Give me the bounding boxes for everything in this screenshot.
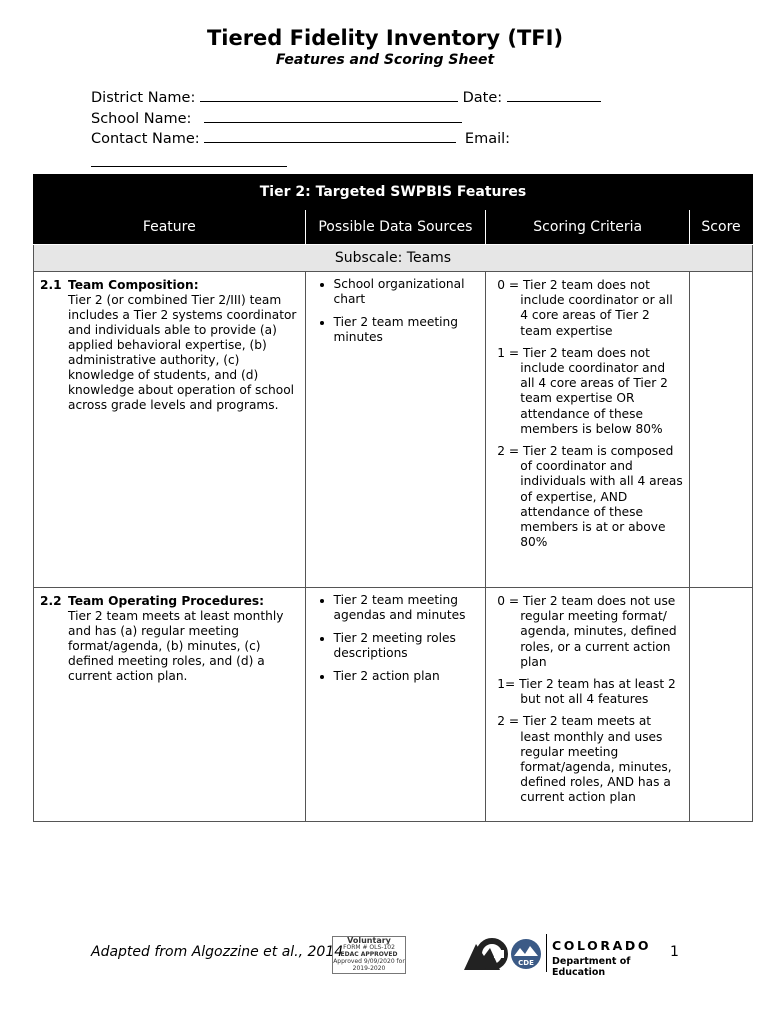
col-feature: Feature xyxy=(34,210,306,245)
info-fields xyxy=(91,87,651,172)
criteria-item: 0 = Tier 2 team does not include coordinator or all 4 core areas of Tier 2 team expertise xyxy=(497,278,673,338)
colorado-c-icon xyxy=(462,934,546,974)
voluntary-note: Approved 9/09/2020 for 2019-2020 xyxy=(333,958,405,972)
feature-title: Team Composition: xyxy=(68,278,199,292)
school-field[interactable] xyxy=(204,108,462,123)
source-item: • Tier 2 team meeting agendas and minutes xyxy=(334,593,486,623)
section-header: Tier 2: Targeted SWPBIS Features xyxy=(34,175,753,210)
source-item: • Tier 2 meeting roles descriptions xyxy=(334,631,486,661)
contact-label: Contact Name: xyxy=(91,131,200,147)
voluntary-status: EDAC APPROVED xyxy=(340,951,398,958)
source-item: • School organizational chart xyxy=(334,277,486,307)
feature-number: 2.2 xyxy=(40,594,62,608)
sources-cell xyxy=(305,272,486,588)
feature-cell xyxy=(34,588,306,822)
criteria-cell xyxy=(486,588,690,822)
feature-cell xyxy=(34,272,306,588)
date-field[interactable] xyxy=(507,87,601,102)
cde-badge-text: CDE xyxy=(518,959,534,967)
voluntary-stamp xyxy=(332,936,406,974)
subscale-header: Subscale: Teams xyxy=(34,245,753,272)
source-item: • Tier 2 action plan xyxy=(334,669,486,684)
sources-cell xyxy=(305,588,486,822)
source-item: • Tier 2 team meeting minutes xyxy=(334,315,486,345)
table-row xyxy=(34,588,753,822)
feature-number: 2.1 xyxy=(40,278,62,292)
email-label: Email: xyxy=(464,131,511,147)
page-number: 1 xyxy=(670,944,679,960)
footer-credit: Adapted from Algozzine et al., 2014 xyxy=(91,944,344,960)
feature-description: Tier 2 team meets at least monthly and has (a) regular meeting format/agenda, (b) minutes, (c) defined meeting roles, and (d) a current action plan. xyxy=(68,609,284,683)
criteria-item: 1= Tier 2 team has at least 2 but not all 4 features xyxy=(497,677,676,707)
criteria-item: 1 = Tier 2 team does not include coordinator and all 4 core areas of Tier 2 team expertise OR attendance of these members is below 80% xyxy=(497,345,668,436)
school-label: School Name: xyxy=(91,110,192,127)
scoring-table xyxy=(33,174,753,822)
voluntary-form: FORM # OLS-102 xyxy=(343,944,395,951)
criteria-item: 0 = Tier 2 team does not use regular meeting format/ agenda, minutes, defined roles, or a current action plan xyxy=(497,594,677,669)
voluntary-title: Voluntary xyxy=(347,936,391,945)
score-cell[interactable] xyxy=(690,588,753,822)
date-label: Date: xyxy=(462,90,503,106)
col-scoring-criteria: Scoring Criteria xyxy=(486,210,690,245)
cde-logo xyxy=(462,934,672,978)
email-field[interactable] xyxy=(91,152,287,167)
district-label: District Name: xyxy=(91,90,196,106)
col-score: Score xyxy=(690,210,753,245)
contact-field[interactable] xyxy=(204,128,456,143)
criteria-cell xyxy=(486,272,690,588)
feature-title: Team Operating Procedures: xyxy=(68,594,264,608)
criteria-item: 2 = Tier 2 team is composed of coordinator and individuals with all 4 areas of expertise, AND attendance of these members is at or above 80% xyxy=(497,444,683,550)
page-title: Tiered Fidelity Inventory (TFI) xyxy=(206,26,564,50)
logo-word: COLORADO xyxy=(552,938,652,953)
logo-subtitle: Department of Education xyxy=(552,956,631,978)
score-cell[interactable] xyxy=(690,272,753,588)
criteria-item: 2 = Tier 2 team meets at least monthly and uses regular meeting format/agenda, minutes, defined roles, AND has a current action plan xyxy=(497,714,672,805)
logo-divider xyxy=(546,934,547,972)
district-field[interactable] xyxy=(200,87,458,102)
table-row xyxy=(34,272,753,588)
col-data-sources: Possible Data Sources xyxy=(305,210,486,245)
feature-description: Tier 2 (or combined Tier 2/III) team includes a Tier 2 systems coordinator and individuals able to provide (a) applied behavioral expertise, (b) administrative authority, (c) knowledge of students, and (d) knowledge about operation of school across grade levels and programs. xyxy=(68,293,297,412)
page-subtitle: Features and Scoring Sheet xyxy=(275,52,495,68)
